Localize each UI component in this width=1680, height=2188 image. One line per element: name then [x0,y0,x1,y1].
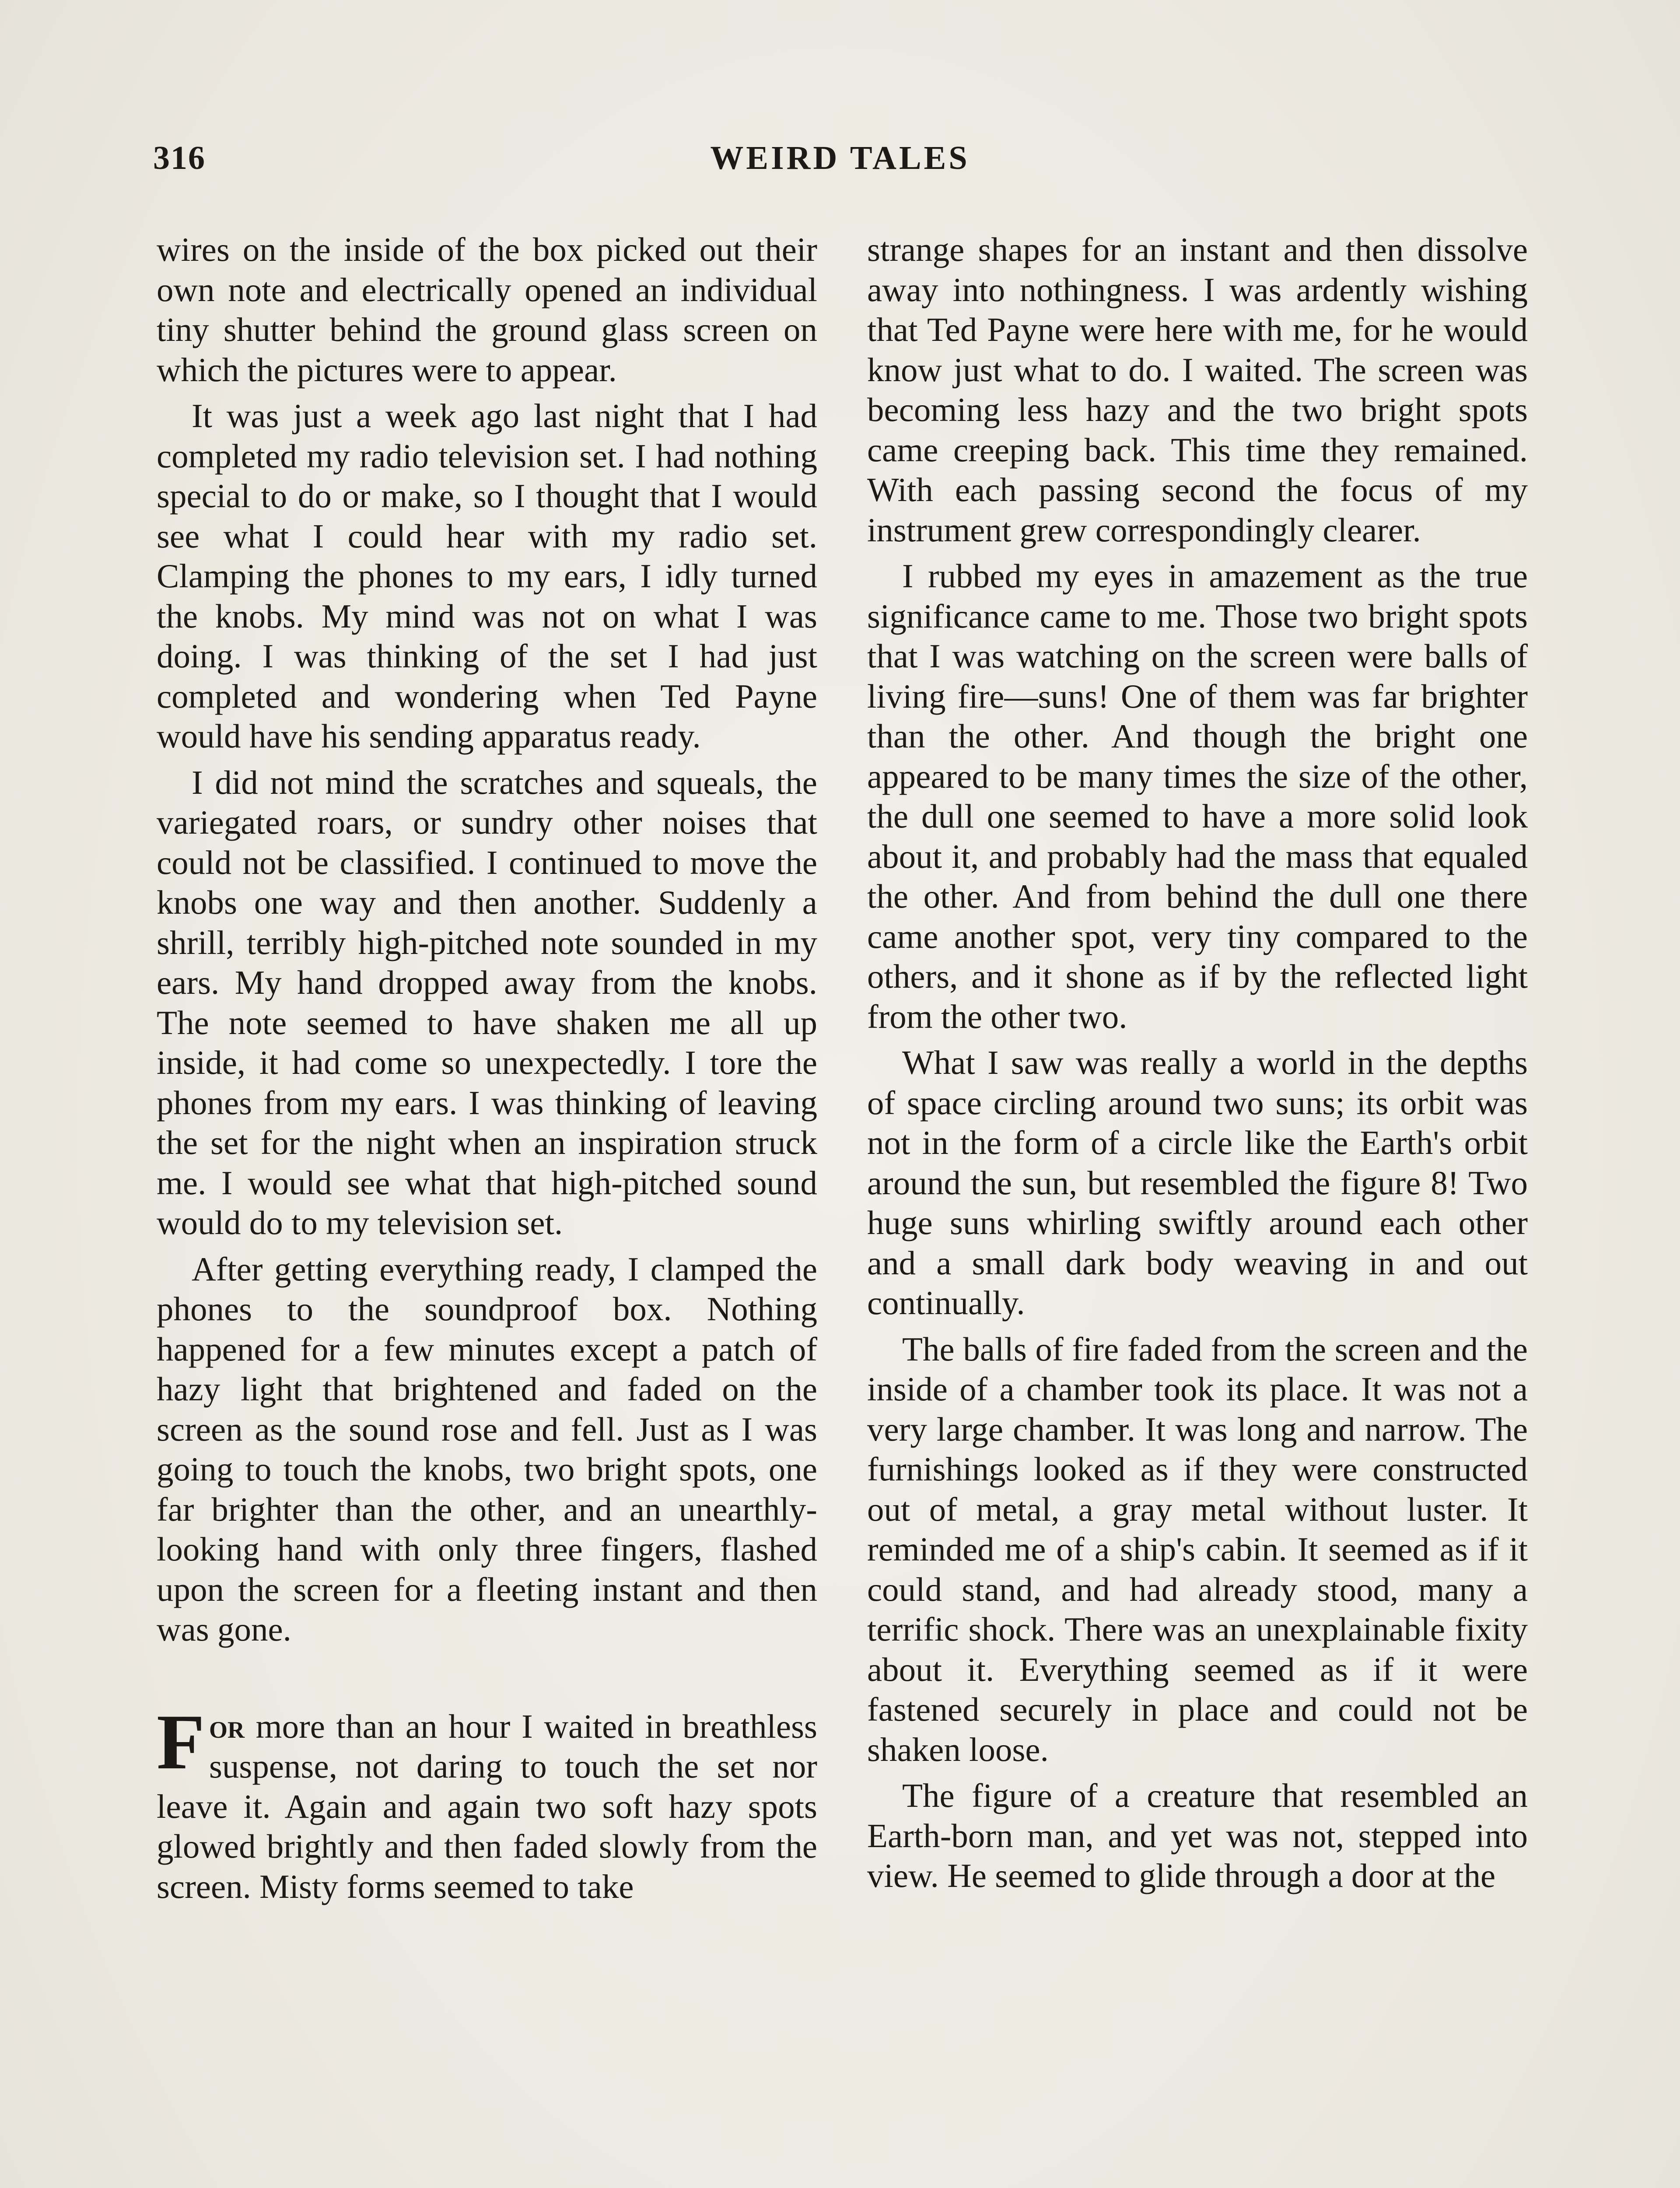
paragraph: wires on the inside of the box picked out their own note and electrically opened an individual tiny shutter behind the ground glass screen on which the pictures were to appear. [157,231,817,389]
paragraph: After getting everything ready, I clamped the phones to the soundproof box. Nothing happened for a few minutes except a patch of hazy light that brightened and faded on the screen as the sound rose and fell. Just as I was going to touch the knobs, two bright spots, one far brighter than the other, and an unearthly-looking hand with only three fingers, flashed upon the screen for a fleeting instant and then was gone. [157,1250,817,1648]
page-number: 316 [153,140,206,176]
paragraph: I rubbed my eyes in amazement as the true significance came to me. Those two bright spots that I was watching on the screen were balls of living fire—suns! One of them was far brighter than the other. And though the bright one appeared to be many times the size of the other, the dull one seemed to have a more solid look about it, and probably had the mass that equaled the other. And from behind the dull one there came another spot, very tiny compared to the others, and it shone as if by the reflected light from the other two. [867,557,1528,1035]
paragraph-text: more than an hour I waited in breathless suspense, not daring to touch the set nor leave it. Again and again two soft hazy spots glowed brightly and then faded slowly from the screen. Misty forms seemed to take [157,1707,817,1905]
paragraph: It was just a week ago last night that I had completed my radio television set. I had nothing special to do or make, so I thought that I would see what I could hear with my radio set. Clamping the phones to my ears, I idly turned the knobs. My mind was not on what I was doing. I was thinking of the set I had just completed and wondering when Ted Payne would have his sending apparatus ready. [157,397,817,755]
running-title: WEIRD TALES [710,140,970,176]
paragraph: The balls of fire faded from the screen and the inside of a chamber took its place. It was not a very large chamber. It was long and narrow. The furnishings looked as if they were constructed out of metal, a gray metal without luster. It reminded me of a ship's cabin. It seemed as if it could stand, and had already stood, many a terrific shock. There was an unexplainable fixity about it. Everything seemed as if it were fastened securely in place and could not be shaken loose. [867,1330,1528,1768]
small-caps-lead: or [209,1707,245,1745]
paragraph: What I saw was really a world in the depths of space circling around two suns; its orbit was not in the form of a circle like the Earth's orbit around the sun, but resembled the figure 8! Two huge suns whirling swiftly around each other and a small dark body weaving in and out continually. [867,1044,1528,1322]
section-break [157,1656,817,1707]
right-column [867,230,1528,1902]
left-column [157,230,817,1913]
page-header [153,139,1527,179]
paragraph: The figure of a creature that resembled an Earth-born man, and yet was not, stepped into view. He seemed to glide through a door at the [867,1777,1528,1894]
paragraph: I did not mind the scratches and squeals, the variegated roars, or sundry other noises that could not be classified. I continued to move the knobs one way and then another. Suddenly a shrill, terribly high-pitched note sounded in my ears. My hand dropped away from the knobs. The note seemed to have shaken me all up inside, it had come so unexpectedly. I tore the phones from my ears. I was thinking of leaving the set for the night when an inspiration struck me. I would see what that high-pitched sound would do to my television set. [157,763,817,1241]
paragraph-with-drop-cap [157,1698,817,1907]
drop-cap: F [157,1698,205,1785]
paragraph: strange shapes for an instant and then dissolve away into nothingness. I was ardently wishing that Ted Payne were here with me, for he would know just what to do. I waited. The screen was becoming less hazy and the two bright spots came creeping back. This time they remained. With each passing second the focus of my instrument grew correspondingly clearer. [867,231,1528,549]
